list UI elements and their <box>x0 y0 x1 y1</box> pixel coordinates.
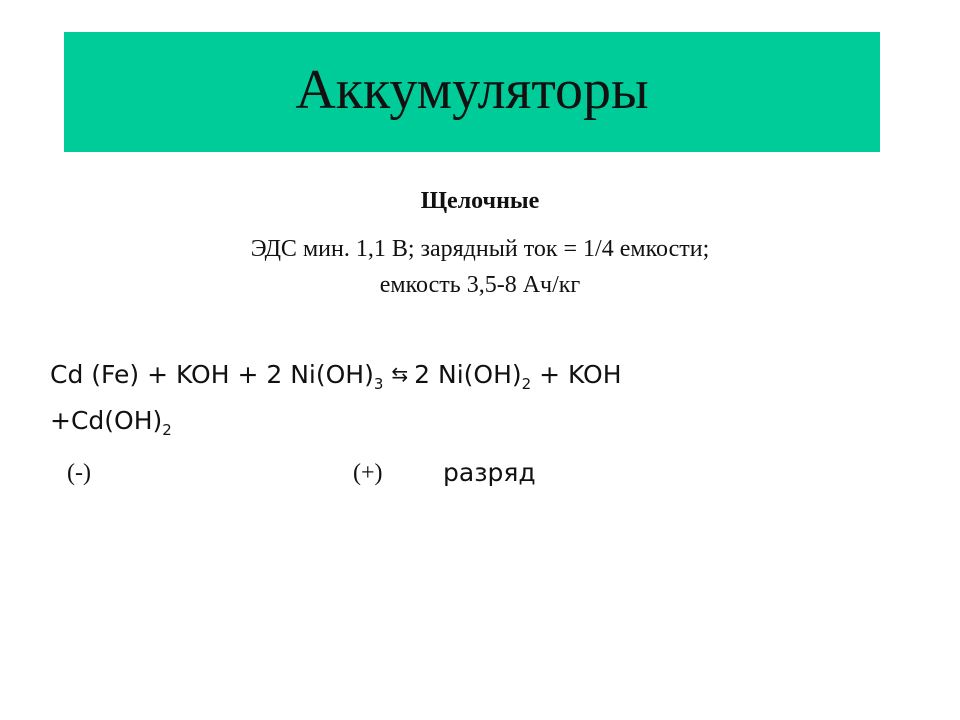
equation-left-subscript: 3 <box>373 375 384 393</box>
equation-right-subscript: 2 <box>521 375 532 393</box>
discharge-label: разряд <box>443 458 536 487</box>
subtitle: Щелочные <box>420 188 540 214</box>
spec-line-capacity: емкость 3,5-8 Ач/кг <box>379 272 581 298</box>
positive-electrode-label: (+) <box>353 460 383 486</box>
negative-electrode-label: (-) <box>67 460 91 486</box>
equation-right: 2 Ni(OH) <box>414 360 522 389</box>
reversible-arrow-icon: ⇆ <box>391 362 409 386</box>
equation-line-1 <box>50 360 622 393</box>
equation-left: Cd (Fe) + KOH + 2 Ni(OH) <box>50 360 374 389</box>
title-bar <box>64 32 880 152</box>
equation-line-2 <box>50 406 172 439</box>
spec-line-emf: ЭДС мин. 1,1 В; зарядный ток = 1/4 емкости; <box>250 236 710 262</box>
equation-line2-subscript: 2 <box>162 421 172 439</box>
equation-line2-text: +Cd(OH) <box>50 406 163 435</box>
equation-right-tail: + KOH <box>531 360 622 389</box>
slide-title: Аккумуляторы <box>295 59 649 121</box>
